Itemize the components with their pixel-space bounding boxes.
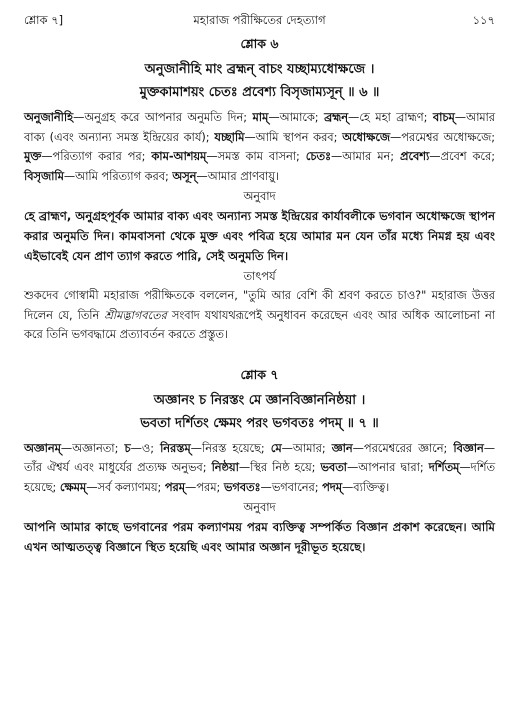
verse-6-purport <box>24 286 495 345</box>
synonym-word: ক্ষেমম্ <box>59 480 87 494</box>
synonym-meaning: সমস্ত কাম বাসনা <box>217 150 296 163</box>
synonym-meaning: আমার প্রাণবায়ু। <box>207 169 280 183</box>
synonym-word: পদম্ <box>322 480 342 494</box>
synonym-word: নিরস্তম্ <box>160 441 191 455</box>
synonym-meaning: হে মহা ব্রাহ্মণ <box>359 111 424 124</box>
header-verse-ref: শ্লোক ৭] <box>24 13 64 27</box>
synonym-word: চেতঃ <box>305 150 331 163</box>
synonym-meaning: আপনার দ্বারা <box>358 461 420 474</box>
synonym-word: অনুজানীহি <box>24 111 74 124</box>
synonym-word: মুক্ত <box>24 150 42 163</box>
synonym-meaning: ব্যক্তিত্ব। <box>353 480 390 494</box>
synonym-word: চ <box>124 441 131 455</box>
synonym-word: বিজ্ঞান <box>453 441 484 455</box>
verse-7-line-2: ভবতা দর্শিতং ক্ষেমং পরং ভগবতঃ পদম্ ॥ ৭ ॥ <box>140 415 379 431</box>
synonym-word: জ্ঞান <box>331 441 353 455</box>
synonym-meaning: পরমেশ্বরের জ্ঞানে <box>363 441 444 455</box>
synonym-meaning: আমি স্থাপন করব <box>255 130 334 144</box>
synonym-meaning: পরিত্যাগ করার পর <box>52 150 142 163</box>
synonym-meaning: পরম <box>196 480 217 494</box>
synonym-word: মাম্ <box>252 111 269 124</box>
synonym-word: মে <box>270 441 282 455</box>
synonym-meaning: আমার <box>292 441 322 455</box>
synonym-word: অধোক্ষজে <box>342 130 390 144</box>
purport-book-title: শ্রীমদ্ভাগবতের <box>104 308 167 322</box>
verse-7-number: শ্লোক ৭ <box>240 366 279 382</box>
synonym-meaning: অজ্ঞানতা <box>72 441 115 455</box>
synonym-word: দর্শিতম্ <box>428 461 460 474</box>
verse-6-translation-heading: অনুবাদ <box>243 190 276 203</box>
verse-6-number: শ্লোক ৬ <box>240 36 279 51</box>
synonym-meaning: নিরস্ত হয়েছে <box>201 441 261 455</box>
purport-text: সংবাদ যথাযথরূপেই অনুধাবন করেছেন এবং আর অধিক আলোচনা না করে তিনি ভগবদ্ধামে প্রত্যাবর্তন করতে প্রস্তুত। <box>24 308 495 341</box>
synonym-meaning: ভগবানের <box>271 480 315 494</box>
purport-text: শুকদেব গোস্বামী মহারাজ পরীক্ষিতকে বললেন, "তুমি আর বেশি কী শ্রবণ করতে চাও?" মহারাজ উত্তর দিলেন যে, তিনি <box>24 289 495 322</box>
synonym-word: অসূন্ <box>172 169 197 183</box>
verse-6-synonyms: অনুজানীহি—অনুগ্রহ করে আপনার অনুমতি দিন; মাম্—আমাকে; ব্রহ্মন্—হে মহা ব্রাহ্মণ; বাচম্—আমার বাক্য (এবং অন্যান্য সমস্ত ইন্দ্রিয়ের কার্য); যচ্ছামি—আমি স্থাপন করব; অধোক্ষজে—পরমেশ্বর অধোক্ষজে; মুক্ত—পরিত্যাগ করার পর; কাম-আশয়ম্—সমস্ত কাম বাসনা; চেতঃ—আমার মন; প্রবেশ্য—প্রবেশ করে; বিসৃজামি—আমি পরিত্যাগ করব; অসূন্—আমার প্রাণবায়ু। <box>24 111 496 183</box>
verse-6-translation: হে ব্রাহ্মণ, অনুগ্রহপূর্বক আমার বাক্য এবং অন্যান্য সমস্ত ইন্দ্রিয়ের কার্যাবলীকে ভগবান অধোক্ষজে স্থাপন করার অনুমতি দিন। কামবাসনা থেকে মুক্ত এবং পবিত্র হয়ে আমার মন যেন তাঁর মধ্যে নিমগ্ন হয় এবং এইভাবেই যেন প্রাণ ত্যাগ করতে পারি, সেই অনুমতি দিন। <box>24 209 495 263</box>
synonym-word: অজ্ঞানম্ <box>24 441 61 455</box>
verse-7-line-1: অজ্ঞানং চ নিরস্তং মে জ্ঞানবিজ্ঞাননিষ্ঠয়া । <box>153 392 366 408</box>
synonym-meaning: আমি পরিত্যাগ করব <box>75 169 165 183</box>
synonym-meaning: তাঁর ঐশ্বর্য এবং মাধুর্যের প্রত্যক্ষ অনুভব <box>24 461 203 474</box>
verse-7-translation: আপনি আমার কাছে ভগবানের পরম কল্যাণময় পরম ব্যক্তিত্ব সম্পর্কিত বিজ্ঞান প্রকাশ করেছেন। আমি এখন আত্মতত্ত্ব বিজ্ঞানে স্থিত হয়েছি এবং আমার অজ্ঞান দূরীভূত হয়েছে। <box>24 520 495 554</box>
verse-6-line-2: মুক্তকামাশয়ং চেতঃ প্রবেশ্য বিসৃজাম্যসূন্ ॥ ৬ ॥ <box>139 85 380 100</box>
page-number: ১১৭ <box>472 13 495 27</box>
header-chapter-title: মহারাজ পরীক্ষিতের দেহত্যাগ <box>193 13 326 27</box>
synonym-meaning: দর্শিত হয়েছে <box>24 461 495 494</box>
synonym-meaning: প্রবেশ করে <box>440 150 492 163</box>
section-spacer <box>24 345 495 361</box>
synonym-word: ভগবতঃ <box>223 480 261 494</box>
verse-7-translation-heading: অনুবাদ <box>243 501 276 514</box>
synonym-word: ব্রহ্মন্ <box>324 111 349 124</box>
verse-7-synonyms: অজ্ঞানম্—অজ্ঞানতা; চ—ও; নিরস্তম্—নিরস্ত হয়েছে; মে—আমার; জ্ঞান—পরমেশ্বরের জ্ঞানে; বিজ্ঞান—তাঁর ঐশ্বর্য এবং মাধুর্যের প্রত্যক্ষ অনুভব; নিষ্ঠয়া—স্থির নিষ্ঠ হয়ে; ভবতা—আপনার দ্বারা; দর্শিতম্—দর্শিত হয়েছে; ক্ষেমম্—সর্ব কল্যাণময়; পরম্—পরম; ভগবতঃ—ভগবানের; পদম্—ব্যক্তিত্ব। <box>24 441 496 494</box>
synonym-word: নিষ্ঠয়া <box>211 461 239 474</box>
synonym-meaning: আমার মন <box>342 150 391 163</box>
synonym-meaning: স্থির নিষ্ঠ হয়ে <box>250 461 312 474</box>
verse-6-purport-heading: তাৎপর্য <box>243 270 276 283</box>
synonym-meaning: ও <box>141 441 151 455</box>
synonym-word: বাচম্ <box>432 111 455 124</box>
synonym-word: কাম-আশয়ম্ <box>151 150 207 163</box>
synonym-meaning: আমার বাক্য (এবং অন্যান্য সমস্ত ইন্দ্রিয়ের কার্য) <box>24 111 496 144</box>
synonym-meaning: পরমেশ্বর অধোক্ষজে <box>401 130 492 144</box>
synonym-word: প্রবেশ্য <box>400 150 430 163</box>
synonym-meaning: আমাকে <box>279 111 315 124</box>
synonym-word: বিসৃজামি <box>24 169 64 183</box>
verse-6-line-1: অনুজানীহি মাং ব্রহ্মন্ বাচং যচ্ছাম্যধোক্ষজে । <box>144 62 375 77</box>
synonym-word: ভবতা <box>320 461 347 474</box>
synonym-meaning: সর্ব কল্যাণময় <box>97 480 158 494</box>
page-header <box>24 0 495 30</box>
synonym-word: যচ্ছামি <box>214 130 245 144</box>
synonym-word: পরম্ <box>164 480 186 494</box>
synonym-meaning: অনুগ্রহ করে আপনার অনুমতি দিন <box>84 111 244 124</box>
